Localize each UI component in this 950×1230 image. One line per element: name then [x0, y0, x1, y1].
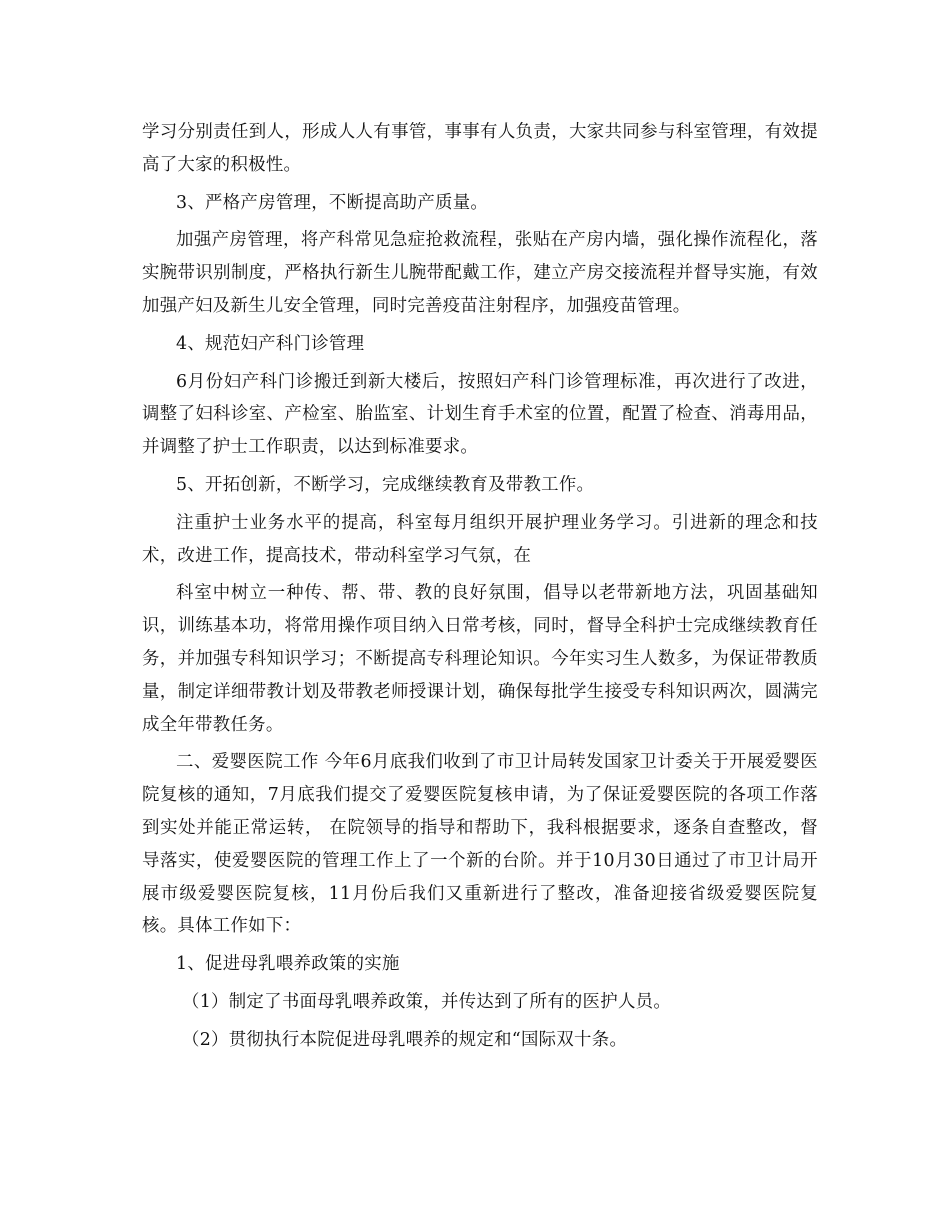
paragraph-teaching-atmosphere: 科室中树立一种传、帮、带、教的良好氛围，倡导以老带新地方法，巩固基础知识，训练基本功，将常用操作项目纳入日常考核，同时，督导全科护士完成继续教育任务，并加强专科知识学习；不断提高专科理论知识。今年实习生人数多，为保证带教质量，制定详细带教计划及带教老师授课计划，确保每批学生接受专科知识两次，圆满完成全年带教任务。	[142, 583, 818, 735]
paragraph-baby-friendly-hospital: 二、爱婴医院工作 今年6月底我们收到了市卫计局转发国家卫计委关于开展爱婴医院复核的通知，7月底我们提交了爱婴医院复核申请，为了保证爱婴医院的各项工作落到实处并能正常运转， 在院领导的指导和帮助下，我科根据要求，逐条自查整改，督导落实，使爱婴医院的管理工作上了一个新的台阶。并于10月30日通过了市卫计局开展市级爱婴医院复核，11月份后我们又重新进行了整改，准备迎接省级爱婴医院复核。具体工作如下：	[142, 752, 818, 937]
list-item-written-policy: （1）制定了书面母乳喂养政策，并传达到了所有的医护人员。	[182, 991, 672, 1012]
heading-breastfeeding-policy: 1、促进母乳喂养政策的实施	[176, 954, 400, 975]
heading-delivery-room-management: 3、严格产房管理，不断提高助产质量。	[176, 192, 489, 213]
paragraph-outpatient: 6月份妇产科门诊搬迁到新大楼后，按照妇产科门诊管理标准，再次进行了改进，调整了妇科诊室、产检室、胎监室、计划生育手术室的位置，配置了检查、消毒用品，并调整了护士工作职责，以达到标准要求。	[142, 371, 818, 458]
list-item-implement-regulations: （2）贯彻执行本院促进母乳喂养的规定和“国际双十条。	[182, 1029, 628, 1050]
document-body	[142, 116, 818, 1057]
paragraph-delivery-room: 加强产房管理，将产科常见急症抢救流程，张贴在产房内墙，强化操作流程化，落实腕带识别制度，严格执行新生儿腕带配戴工作，建立产房交接流程并督导实施，有效加强产妇及新生儿安全管理，同时完善疫苗注射程序，加强疫苗管理。	[142, 230, 818, 316]
heading-outpatient-management: 4、规范妇产科门诊管理	[176, 333, 365, 354]
heading-innovation-learning: 5、开拓创新，不断学习，完成继续教育及带教工作。	[176, 474, 595, 495]
paragraph-continuation: 学习分别责任到人，形成人人有事管，事事有人负责，大家共同参与科室管理，有效提高了大家的积极性。	[142, 122, 818, 175]
paragraph-nurse-training: 注重护士业务水平的提高，科室每月组织开展护理业务学习。引进新的理念和技术，改进工作，提高技术，带动科室学习气氛，在	[142, 512, 818, 566]
